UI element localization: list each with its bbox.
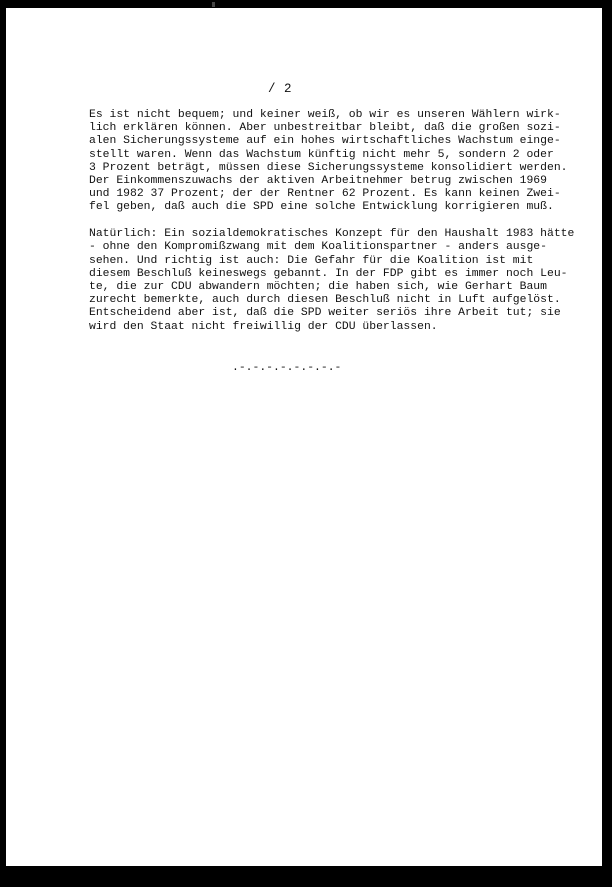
scan-mark	[212, 2, 215, 7]
end-marker: .-.-.-.-.-.-.-.-	[232, 362, 342, 374]
text-line: sehen. Und richtig ist auch: Die Gefahr für die Koalition ist mit	[89, 254, 534, 267]
text-line: alen Sicherungssysteme auf ein hohes wirtschaftliches Wachstum einge-	[89, 135, 561, 148]
text-line: Es ist nicht bequem; und keiner weiß, ob wir es unseren Wählern wirk-	[89, 109, 561, 121]
body-text	[89, 109, 589, 347]
text-line: - ohne den Kompromißzwang mit dem Koalitionspartner - anders ausge-	[89, 241, 547, 254]
text-line: te, die zur CDU abwandern möchten; die haben sich, wie Gerhart Baum	[89, 280, 547, 293]
text-line: fel geben, daß auch die SPD eine solche Entwicklung korrigieren muß.	[89, 201, 554, 214]
text-line: Entscheidend aber ist, daß die SPD weiter seriös ihre Arbeit tut; sie	[89, 307, 561, 320]
text-line: lich erklären können. Aber unbestreitbar bleibt, daß die großen sozi-	[89, 122, 561, 135]
text-line: diesem Beschluß keineswegs gebannt. In der FDP gibt es immer noch Leu-	[89, 267, 568, 280]
page-number: / 2	[268, 82, 293, 96]
paragraph-2	[89, 228, 589, 334]
text-line: stellt waren. Wenn das Wachstum künftig nicht mehr 5, sondern 2 oder	[89, 148, 554, 161]
text-line: Der Einkommenszuwachs der aktiven Arbeitnehmer betrug zwischen 1969	[89, 175, 547, 188]
document-page	[6, 8, 602, 866]
paragraph-1	[89, 109, 589, 215]
text-line: zurecht bemerkte, auch durch diesen Beschluß nicht in Luft aufgelöst.	[89, 294, 561, 307]
text-line: Natürlich: Ein sozialdemokratisches Konzept für den Haushalt 1983 hätte	[89, 228, 575, 241]
text-line: 3 Prozent beträgt, müssen diese Sicherungssysteme konsolidiert werden.	[89, 161, 568, 174]
text-line: und 1982 37 Prozent; der der Rentner 62 Prozent. Es kann keinen Zwei-	[89, 188, 561, 201]
text-line: wird den Staat nicht freiwillig der CDU überlassen.	[89, 320, 438, 333]
